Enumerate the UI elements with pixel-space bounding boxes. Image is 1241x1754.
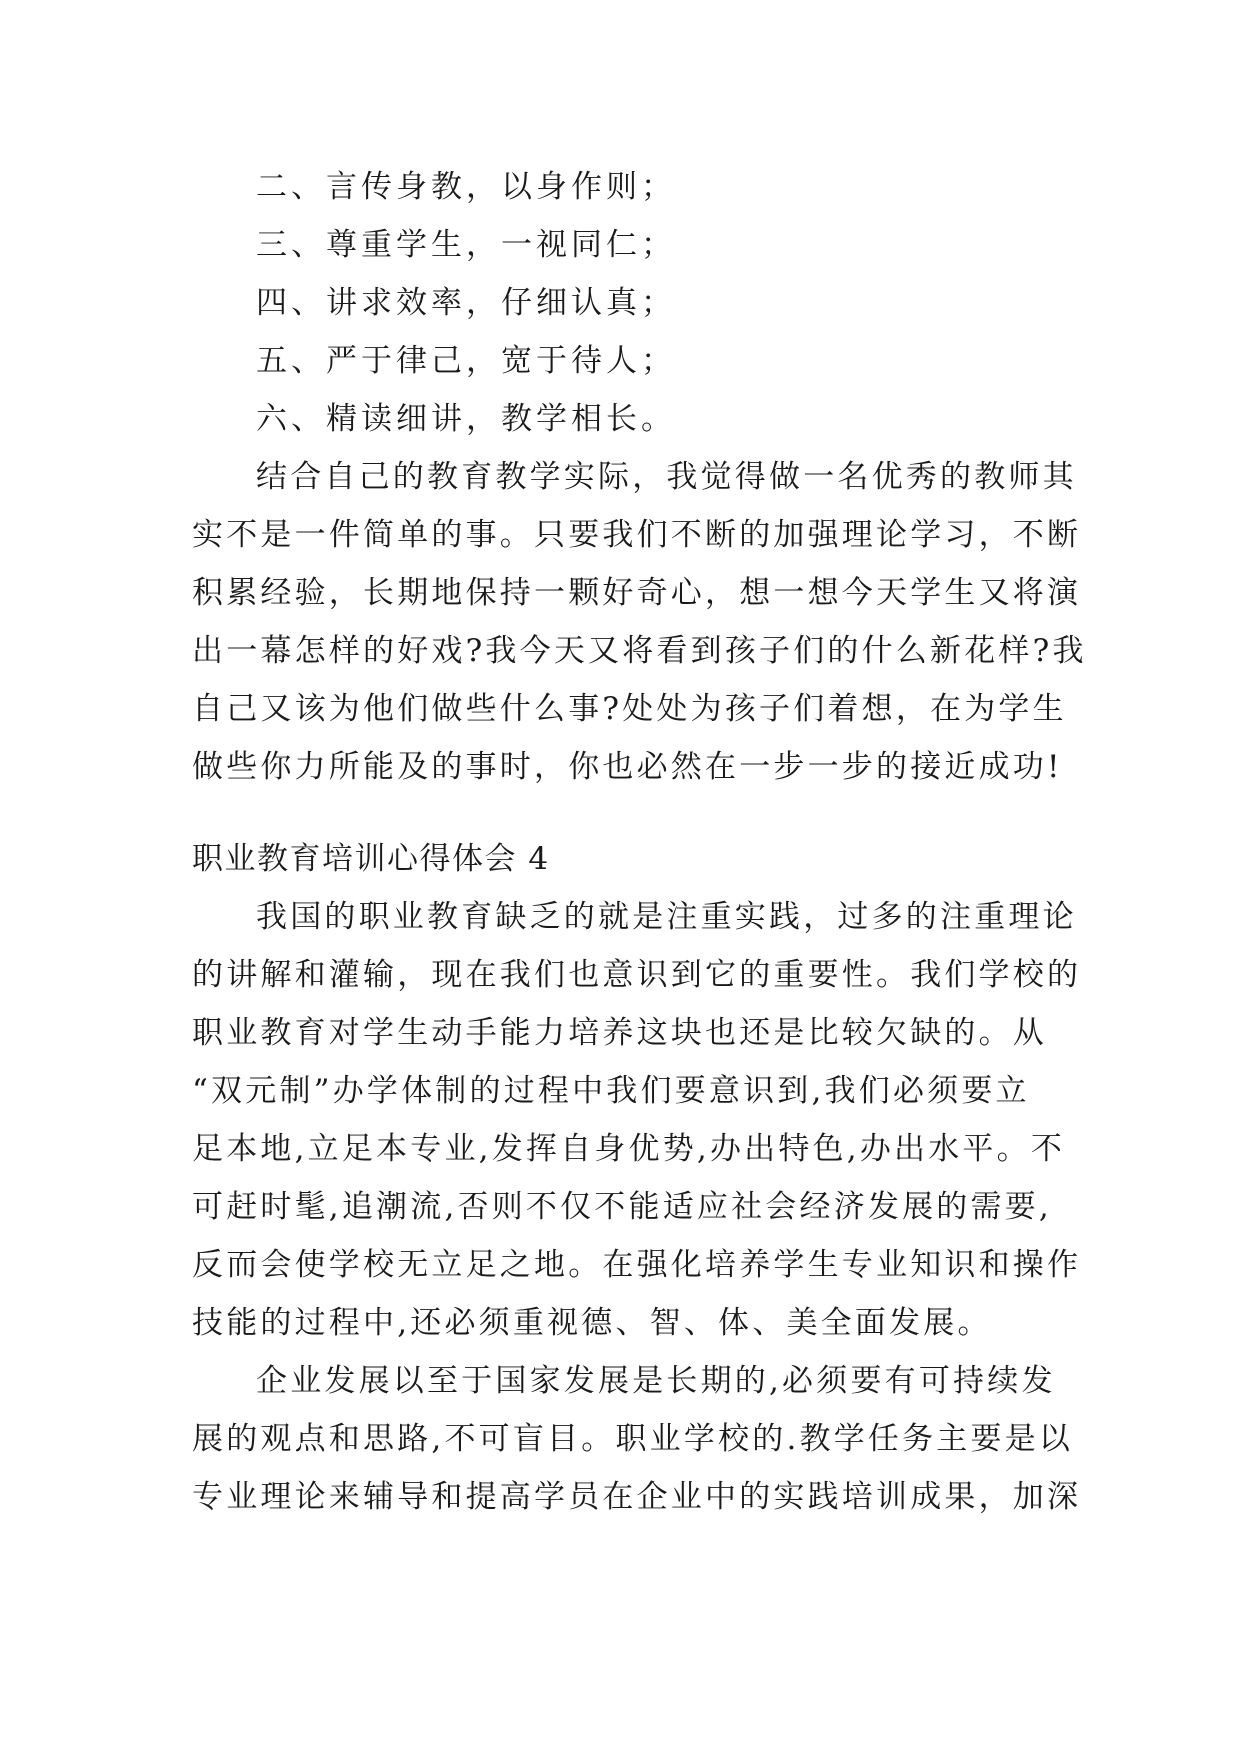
- list-item: 二、言传身教，以身作则；: [256, 169, 676, 205]
- paragraph-line: 积累经验，长期地保持一颗好奇心，想一想今天学生又将演: [192, 575, 1082, 611]
- paragraph-line: 可赶时髦,追潮流,否则不仅不能适应社会经济发展的需要,: [192, 1189, 1052, 1225]
- paragraph-line: “双元制”办学体制的过程中我们要意识到,我们必须要立: [192, 1073, 1030, 1109]
- paragraph: [192, 448, 1087, 796]
- section-spacer: [192, 796, 1052, 830]
- paragraph-line: 的讲解和灌输，现在我们也意识到它的重要性。我们学校的: [192, 957, 1082, 993]
- list-item: 四、讲求效率，仔细认真；: [256, 285, 676, 321]
- principles-list: [192, 158, 1052, 448]
- list-item: 五、严于律己，宽于待人；: [256, 343, 676, 379]
- paragraph-line: 反而会使学校无立足之地。在强化培养学生专业知识和操作: [192, 1247, 1082, 1283]
- paragraph-line: 展的观点和思路,不可盲目。职业学校的.教学任务主要是以: [192, 1421, 1074, 1457]
- paragraph-line: 自己又该为他们做些什么事?处处为孩子们着想，在为学生: [192, 691, 1067, 727]
- paragraph: [192, 888, 1082, 1352]
- section-heading: 职业教育培训心得体会 4: [192, 841, 550, 877]
- paragraph-line: 职业教育对学生动手能力培养这块也还是比较欠缺的。从: [192, 1015, 1047, 1051]
- list-item: 六、精读细讲，教学相长。: [256, 401, 676, 437]
- document-body: [192, 158, 1087, 1526]
- paragraph-line: 实不是一件简单的事。只要我们不断的加强理论学习，不断: [192, 517, 1082, 553]
- paragraph: [192, 1352, 1082, 1526]
- paragraph-line: 我国的职业教育缺乏的就是注重实践，过多的注重理论: [256, 899, 1077, 935]
- paragraph-line: 结合自己的教育教学实际，我觉得做一名优秀的教师其: [256, 459, 1077, 495]
- paragraph-line: 足本地,立足本专业,发挥自身优势,办出特色,办出水平。不: [192, 1131, 1066, 1167]
- paragraph-line: 企业发展以至于国家发展是长期的,必须要有可持续发: [256, 1363, 1056, 1399]
- paragraph-line: 出一幕怎样的好戏?我今天又将看到孩子们的什么新花样?我: [192, 633, 1087, 669]
- paragraph-line: 技能的过程中,还必须重视德、智、体、美全面发展。: [192, 1305, 992, 1341]
- list-item: 三、尊重学生，一视同仁；: [256, 227, 676, 263]
- paragraph-line: 专业理论来辅导和提高学员在企业中的实践培训成果，加深: [192, 1479, 1082, 1515]
- paragraph-line: 做些你力所能及的事时，你也必然在一步一步的接近成功!: [192, 749, 1063, 785]
